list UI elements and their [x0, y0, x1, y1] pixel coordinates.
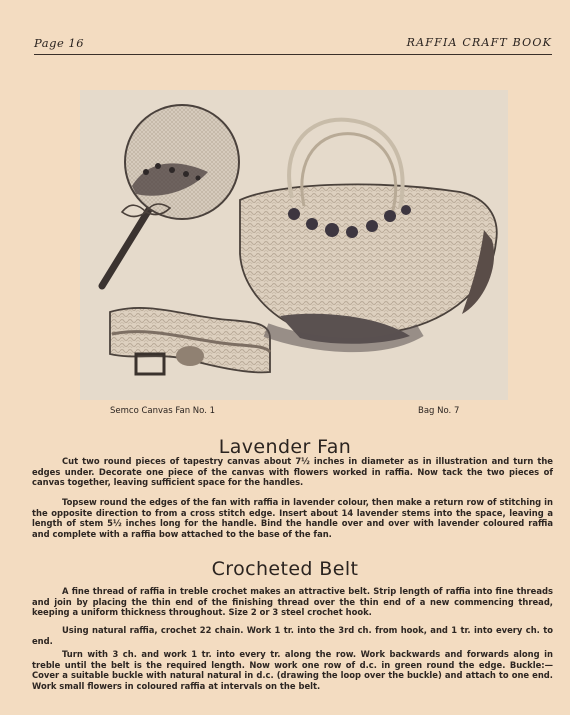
page-number: Page 16 — [34, 36, 85, 50]
fan-paragraph-2: Topsew round the edges of the fan with raffia in lavender colour, then make a return row of stitching in the opposite direction to from a cross stitch edge. Insert about 14 lavender stems into the space, leaving a length of stem 5½ inches long for the handle. Bind the handle over and over with lavender coloured raffia and complete with a raffia bow attached to the base of the fan. — [32, 497, 553, 540]
fan-paragraph-1: Cut two round pieces of tapestry canvas about 7½ inches in diameter as in illustration and turn the edges under. Decorate one piece of the canvas with flowers worked in raffia. Now tack the two pieces of canvas together, leaving sufficient space for the handles. — [32, 456, 553, 488]
belt-paragraph-3: Turn with 3 ch. and work 1 tr. into every tr. along the row. Work backwards and forwards along in treble until the belt is the required length. Now work one row of d.c. in green round the edge. Buckle:— Cover a suitable buckle with natural natural in d.c. (drawing the loop over the buckle) and attach to one end. Work small flowers in coloured raffia at intervals on the belt. — [32, 649, 553, 692]
section-title-lavender-fan: Lavender Fan — [218, 436, 352, 458]
running-title: RAFFIA CRAFT BOOK — [406, 36, 552, 49]
craft-photo — [80, 90, 508, 400]
caption-fan: Semco Canvas Fan No. 1 — [110, 406, 216, 416]
page-header — [34, 36, 552, 55]
section-title-crocheted-belt: Crocheted Belt — [211, 558, 359, 580]
belt-paragraph-1: A fine thread of raffia in treble crochet makes an attractive belt. Strip length of raffia into fine threads and join by placing the thin end of the finishing thread over the thin end of a new commencing thread, keeping a uniform thickness throughout. Size 2 or 3 steel crochet hook. — [32, 586, 553, 618]
caption-bag: Bag No. 7 — [418, 406, 460, 416]
belt-paragraph-2: Using natural raffia, crochet 22 chain. Work 1 tr. into the 3rd ch. from hook, and 1 tr. into every ch. to end. — [32, 625, 553, 646]
